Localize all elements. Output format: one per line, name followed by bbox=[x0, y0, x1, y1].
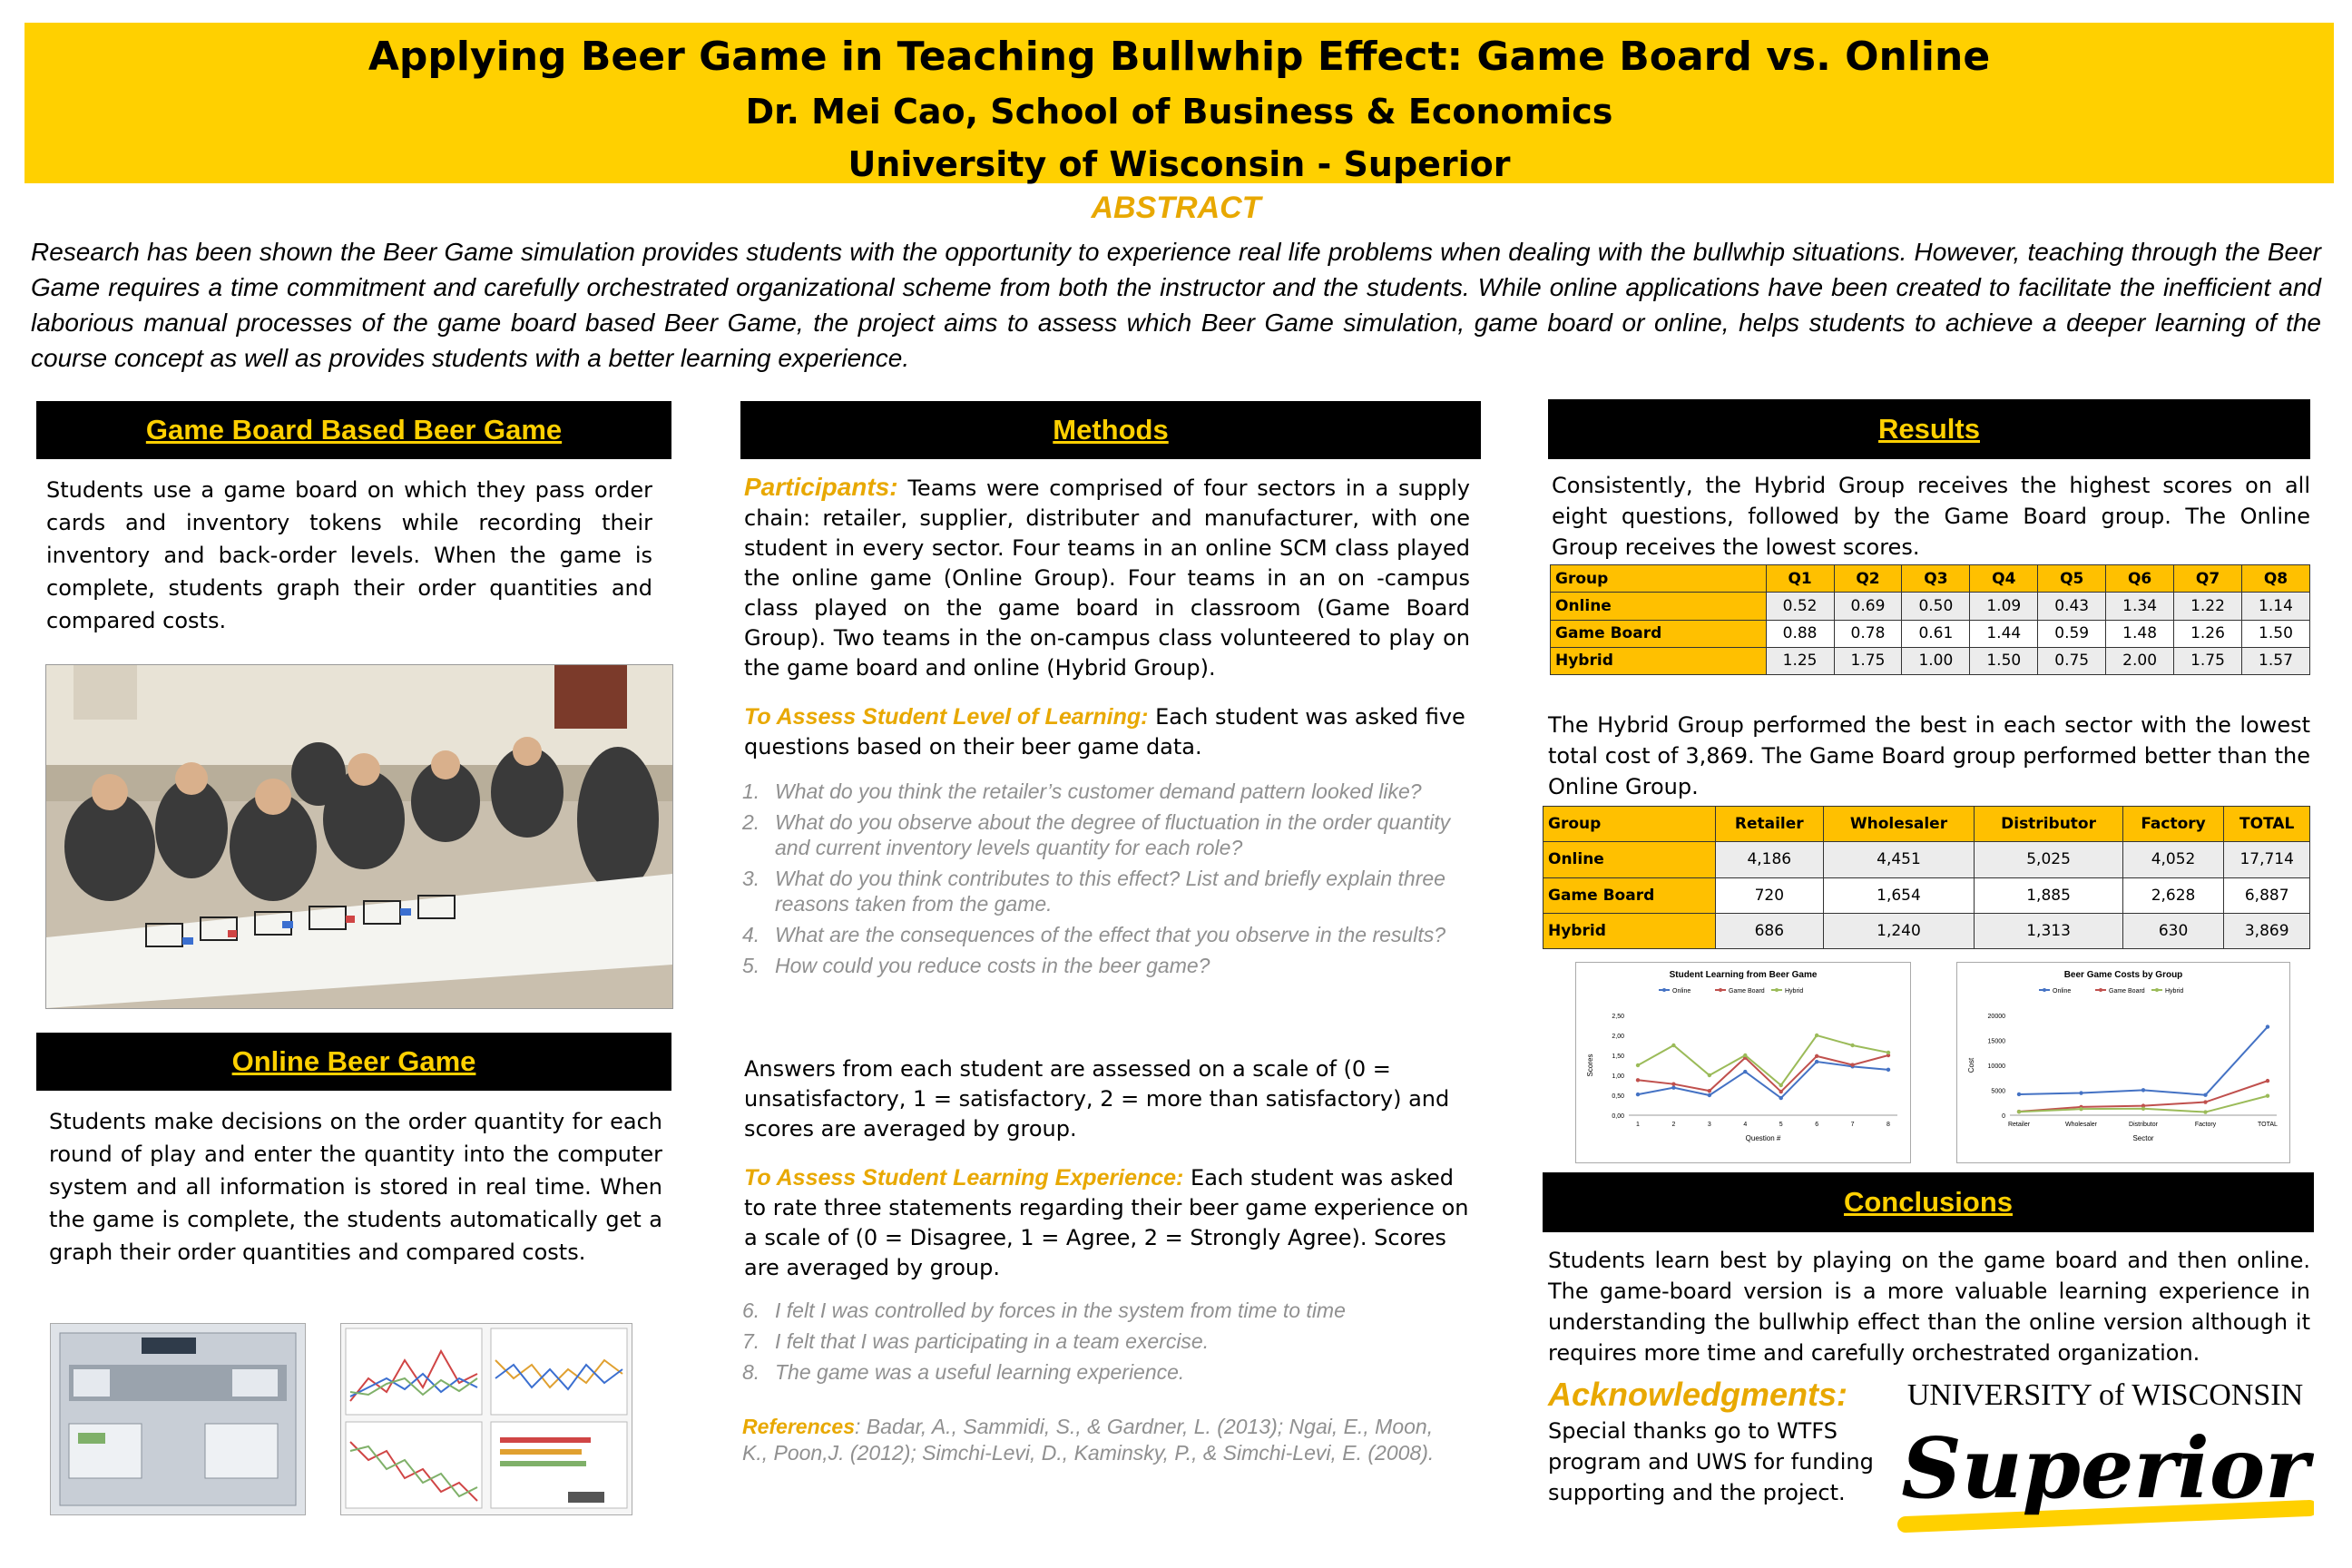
x-tick-label: Distributor bbox=[2129, 1122, 2158, 1128]
y-tick-label: 5000 bbox=[1991, 1088, 2005, 1095]
conclusions-text: Students learn best by playing on the game board and then online. The game-board version is a more valuable learning experience in understanding the bullwhip effect than the online version although it requires more time and carefully orchestrated organization. bbox=[1548, 1248, 2310, 1366]
legend-marker bbox=[1719, 988, 1722, 992]
table-cell: Game Board bbox=[1551, 620, 1767, 647]
scores-table bbox=[1550, 564, 2310, 675]
table-cell: 2,628 bbox=[2122, 877, 2224, 913]
x-tick-label: 2 bbox=[1671, 1122, 1676, 1128]
list-item-text: What do you think the retailer’s customer demand pattern looked like? bbox=[775, 779, 1422, 803]
list-item-number: 2. bbox=[742, 810, 760, 834]
legend-marker bbox=[2155, 988, 2159, 992]
x-axis-label: Question # bbox=[1745, 1134, 1781, 1142]
list-item-text: How could you reduce costs in the beer game? bbox=[775, 954, 1210, 977]
table-cell: 6,887 bbox=[2224, 877, 2310, 913]
data-point bbox=[1671, 1082, 1675, 1085]
data-point bbox=[1636, 1093, 1640, 1096]
table-header-cell: Q5 bbox=[2038, 565, 2106, 593]
experience-text: Each student was asked to rate three statements regarding their beer game experience on a scale of (0 = Disagree, 1 = Agree, 2 = Strongly Agree). Scores are averaged by group. bbox=[744, 1165, 1469, 1280]
list-item bbox=[742, 779, 1459, 804]
y-tick-label: 0 bbox=[2002, 1113, 2005, 1120]
uw-superior-logo bbox=[1896, 1372, 2314, 1535]
data-point bbox=[2141, 1088, 2145, 1092]
poster-author: Dr. Mei Cao, School of Business & Economics bbox=[745, 92, 1613, 132]
data-point bbox=[1815, 1060, 1818, 1063]
table-header-cell: Group bbox=[1544, 807, 1716, 842]
data-point bbox=[1886, 1051, 1890, 1054]
y-tick-label: 2,50 bbox=[1612, 1014, 1624, 1020]
list-item-number: 6. bbox=[742, 1298, 760, 1322]
legend-marker bbox=[2099, 988, 2102, 992]
table-cell: 4,451 bbox=[1823, 842, 1975, 877]
abstract-heading: ABSTRACT bbox=[1091, 191, 1261, 225]
table-cell: 1.34 bbox=[2106, 593, 2174, 620]
x-tick-label: Retailer bbox=[2007, 1122, 2031, 1128]
table-cell: 5,025 bbox=[1975, 842, 2122, 877]
statement-list bbox=[742, 1298, 1459, 1390]
data-point bbox=[1779, 1083, 1783, 1087]
list-item-number: 1. bbox=[742, 779, 760, 803]
scale-text: Answers from each student are assessed on a scale of (0 = unsatisfactory, 1 = satisfactory, 2 = more than satisfactory) and scores are averaged by group. bbox=[744, 1056, 1450, 1142]
table-cell: 0.43 bbox=[2038, 593, 2106, 620]
references-label: References bbox=[742, 1415, 856, 1438]
data-point bbox=[2203, 1110, 2207, 1113]
legend-label: Hybrid bbox=[2165, 988, 2184, 995]
list-item bbox=[742, 1298, 1459, 1323]
table-header-cell: Q6 bbox=[2106, 565, 2174, 593]
list-item-number: 8. bbox=[742, 1360, 760, 1384]
table-header-cell: Group bbox=[1551, 565, 1767, 593]
table-cell: 1,654 bbox=[1823, 877, 1975, 913]
table-header-cell: Q1 bbox=[1766, 565, 1834, 593]
learning-chart bbox=[1575, 962, 1911, 1163]
data-point bbox=[2203, 1100, 2207, 1103]
data-point bbox=[1708, 1089, 1711, 1093]
table-cell: Hybrid bbox=[1544, 913, 1716, 948]
legend-label: Online bbox=[1672, 988, 1691, 995]
table-cell: Game Board bbox=[1544, 877, 1716, 913]
legend-label: Game Board bbox=[2109, 988, 2145, 995]
abstract-text: Research has been shown the Beer Game simulation provides students with the opportunity to experience real life problems when dealing with the bullwhip situations. However, teaching through the Beer Game requires a time commitment and carefully orchestrated organizational scheme from both the instructor and the students. While online applications have been created to facilitate the inefficient and laborious manual processes of the game board based Beer Game, the project aims to assess which Beer Game simulation, game board or online, helps students to achieve a deeper learning of the course concept as well as provides students with a better learning experience. bbox=[31, 238, 2321, 372]
poster-title: Applying Beer Game in Teaching Bullwhip Effect: Game Board vs. Online bbox=[368, 34, 1991, 80]
game-board-heading: Game Board Based Beer Game bbox=[36, 401, 671, 459]
data-point bbox=[1779, 1090, 1783, 1093]
table-cell: 0.50 bbox=[1902, 593, 1970, 620]
table-cell: 3,869 bbox=[2224, 913, 2310, 948]
table-row bbox=[1551, 647, 2310, 674]
x-tick-label: 5 bbox=[1779, 1122, 1783, 1128]
legend-label: Online bbox=[2053, 988, 2072, 995]
x-tick-label: 6 bbox=[1815, 1122, 1819, 1128]
data-point bbox=[2266, 1094, 2269, 1098]
data-point bbox=[2017, 1110, 2021, 1113]
table-cell: 1.48 bbox=[2106, 620, 2174, 647]
table-cell: 1,240 bbox=[1823, 913, 1975, 948]
references bbox=[742, 1414, 1459, 1466]
data-point bbox=[2203, 1093, 2207, 1097]
table-cell: 1.50 bbox=[2241, 620, 2309, 647]
methods-heading: Methods bbox=[740, 401, 1481, 459]
table-header-cell: Q2 bbox=[1834, 565, 1902, 593]
y-axis-label: Cost bbox=[1967, 1057, 1975, 1073]
participants-label: Participants: bbox=[744, 473, 898, 501]
table-header-cell: Distributor bbox=[1975, 807, 2122, 842]
legend-label: Hybrid bbox=[1785, 988, 1804, 995]
legend-marker bbox=[1662, 988, 1666, 992]
table-header-cell: Factory bbox=[2122, 807, 2224, 842]
list-item-text: I felt that I was participating in a team exercise. bbox=[775, 1329, 1210, 1353]
legend-marker bbox=[2043, 988, 2046, 992]
table-cell: 1.26 bbox=[2174, 620, 2242, 647]
table-cell: 1.00 bbox=[1902, 647, 1970, 674]
data-point bbox=[1743, 1054, 1747, 1057]
legend-marker bbox=[1775, 988, 1779, 992]
legend-label: Game Board bbox=[1729, 988, 1765, 995]
title-banner bbox=[24, 23, 2334, 183]
table-row bbox=[1544, 842, 2310, 877]
data-point bbox=[1815, 1034, 1818, 1037]
data-point bbox=[1850, 1063, 1854, 1066]
table-cell: 2.00 bbox=[2106, 647, 2174, 674]
table-header-cell: Q8 bbox=[2241, 565, 2309, 593]
table-row bbox=[1544, 913, 2310, 948]
table-cell: 0.69 bbox=[1834, 593, 1902, 620]
table-cell: 630 bbox=[2122, 913, 2224, 948]
question-list bbox=[742, 779, 1459, 984]
poster-institution: University of Wisconsin - Superior bbox=[848, 144, 1511, 184]
data-point bbox=[1636, 1063, 1640, 1067]
table-cell: 0.75 bbox=[2038, 647, 2106, 674]
acknowledgments-heading: Acknowledgments: bbox=[1548, 1376, 1848, 1413]
acknowledgments-text: Special thanks go to WTFS program and UWS for funding supporting and the project. bbox=[1548, 1418, 1874, 1505]
data-point bbox=[2266, 1079, 2269, 1083]
table-cell: 1,885 bbox=[1975, 877, 2122, 913]
results-middle: The Hybrid Group performed the best in each sector with the lowest total cost of 3,869. The Game Board group performed better than the Online Group. bbox=[1548, 712, 2310, 799]
game-board-text: Students use a game board on which they pass order cards and inventory tokens while recording their inventory and back-order levels. When the game is complete, students graph their order quantities and compared costs. bbox=[46, 477, 652, 633]
x-tick-label: Wholesaler bbox=[2064, 1122, 2098, 1128]
table-header-cell: TOTAL bbox=[2224, 807, 2310, 842]
data-point bbox=[2079, 1107, 2082, 1111]
table-row bbox=[1544, 877, 2310, 913]
series-line bbox=[1638, 1055, 1888, 1092]
list-item bbox=[742, 922, 1459, 947]
data-point bbox=[1886, 1068, 1890, 1072]
costs-table bbox=[1543, 806, 2310, 949]
list-item bbox=[742, 1359, 1459, 1385]
list-item-number: 5. bbox=[742, 954, 760, 977]
series-line bbox=[2019, 1027, 2268, 1095]
data-point bbox=[2141, 1107, 2145, 1111]
table-row bbox=[1551, 620, 2310, 647]
results-intro: Consistently, the Hybrid Group receives the highest scores on all eight questions, followed by the Game Board group. The Online Group receives the lowest scores. bbox=[1552, 473, 2310, 560]
table-header-cell: Wholesaler bbox=[1823, 807, 1975, 842]
data-point bbox=[1708, 1073, 1711, 1077]
experience-label: To Assess Student Learning Experience: bbox=[744, 1165, 1184, 1191]
y-tick-label: 0,00 bbox=[1612, 1113, 1624, 1120]
online-game-text: Students make decisions on the order quantity for each round of play and enter the quantity into the computer system and all information is stored in real time. When the game is complete, the students automatically get a graph their order quantities and compared costs. bbox=[49, 1109, 662, 1265]
table-cell: 686 bbox=[1716, 913, 1823, 948]
list-item bbox=[742, 1328, 1459, 1354]
table-cell: 1.14 bbox=[2241, 593, 2309, 620]
y-tick-label: 10000 bbox=[1987, 1063, 2005, 1070]
list-item-number: 4. bbox=[742, 923, 760, 946]
list-item-text: What are the consequences of the effect that you observe in the results? bbox=[775, 923, 1446, 946]
table-cell: 1.50 bbox=[1970, 647, 2038, 674]
table-row bbox=[1551, 593, 2310, 620]
data-point bbox=[1850, 1044, 1854, 1047]
table-cell: 1.09 bbox=[1970, 593, 2038, 620]
participants-text: Teams were comprised of four sectors in a supply chain: retailer, supplier, distributer and manufacturer, with one student in every sector. Four teams in an online SCM class played the online game (Online Group). Four teams in an on -campus class played on the game board in classroom (Game Board Group). Two teams in the on-campus class volunteered to play on the game board and online (Hybrid Group). bbox=[744, 475, 1470, 681]
x-tick-label: Factory bbox=[2194, 1122, 2217, 1128]
x-tick-label: 4 bbox=[1743, 1122, 1748, 1128]
online-results-screenshot bbox=[340, 1323, 632, 1515]
y-tick-label: 1,00 bbox=[1612, 1073, 1624, 1080]
list-item-text: I felt I was controlled by forces in the system from time to time bbox=[775, 1298, 1346, 1322]
list-item-number: 7. bbox=[742, 1329, 760, 1353]
y-axis-label: Scores bbox=[1586, 1054, 1594, 1077]
logo-line1: UNIVERSITY of WISCONSIN bbox=[1906, 1378, 2304, 1412]
list-item-text: What do you observe about the degree of fluctuation in the order quantity and current inventory levels quantity for each role? bbox=[775, 810, 1451, 859]
learning-paragraph bbox=[744, 702, 1470, 762]
list-item bbox=[742, 953, 1459, 978]
table-header-cell: Q3 bbox=[1902, 565, 1970, 593]
learning-text: Each student was asked five questions based on their beer game data. bbox=[744, 704, 1465, 760]
table-header-row bbox=[1551, 565, 2310, 593]
learning-label: To Assess Student Level of Learning: bbox=[744, 704, 1149, 730]
costs-chart bbox=[1956, 962, 2290, 1163]
logo-line2: Superior bbox=[1901, 1419, 2309, 1517]
table-cell: Hybrid bbox=[1551, 647, 1767, 674]
y-tick-label: 15000 bbox=[1987, 1038, 2005, 1045]
list-item-text: The game was a useful learning experience. bbox=[775, 1360, 1185, 1384]
references-text: : Badar, A., Sammidi, S., & Gardner, L. (2013); Ngai, E., Moon, K., Poon,J. (2012); Simchi-Levi, D., Kaminsky, P., & Simchi-Levi, E. (2008). bbox=[742, 1415, 1435, 1465]
table-cell: 1.75 bbox=[1834, 647, 1902, 674]
list-item bbox=[742, 866, 1459, 916]
data-point bbox=[1779, 1096, 1783, 1100]
conclusions-heading: Conclusions bbox=[1543, 1172, 2314, 1232]
y-tick-label: 20000 bbox=[1987, 1014, 2005, 1020]
y-tick-label: 2,00 bbox=[1612, 1034, 1624, 1040]
table-cell: 0.61 bbox=[1902, 620, 1970, 647]
data-point bbox=[1743, 1070, 1747, 1073]
table-cell: 1.44 bbox=[1970, 620, 2038, 647]
chart-title: Beer Game Costs by Group bbox=[2063, 970, 2183, 980]
table-header-cell: Q4 bbox=[1970, 565, 2038, 593]
chart-title: Student Learning from Beer Game bbox=[1669, 970, 1818, 980]
table-cell: 1.57 bbox=[2241, 647, 2309, 674]
table-cell: Online bbox=[1544, 842, 1716, 877]
data-point bbox=[1671, 1044, 1675, 1047]
series-line bbox=[1638, 1035, 1888, 1085]
participants-paragraph bbox=[744, 472, 1470, 683]
table-cell: 0.59 bbox=[2038, 620, 2106, 647]
table-cell: 17,714 bbox=[2224, 842, 2310, 877]
table-cell: 0.52 bbox=[1766, 593, 1834, 620]
data-point bbox=[2079, 1091, 2082, 1094]
table-cell: 1.25 bbox=[1766, 647, 1834, 674]
online-game-screenshot bbox=[50, 1323, 306, 1515]
table-cell: 0.88 bbox=[1766, 620, 1834, 647]
table-cell: 1.75 bbox=[2174, 647, 2242, 674]
list-item-number: 3. bbox=[742, 867, 760, 890]
x-tick-label: 8 bbox=[1886, 1122, 1890, 1128]
data-point bbox=[1636, 1078, 1640, 1082]
x-axis-label: Sector bbox=[2132, 1134, 2154, 1142]
table-cell: 4,186 bbox=[1716, 842, 1823, 877]
table-header-cell: Retailer bbox=[1716, 807, 1823, 842]
y-tick-label: 0,50 bbox=[1612, 1093, 1624, 1100]
table-cell: 1,313 bbox=[1975, 913, 2122, 948]
table-cell: Online bbox=[1551, 593, 1767, 620]
data-point bbox=[1708, 1093, 1711, 1097]
x-tick-label: 1 bbox=[1636, 1122, 1640, 1128]
table-header-row bbox=[1544, 807, 2310, 842]
experience-paragraph bbox=[744, 1163, 1470, 1283]
table-cell: 4,052 bbox=[2122, 842, 2224, 877]
table-cell: 720 bbox=[1716, 877, 1823, 913]
y-tick-label: 1,50 bbox=[1612, 1054, 1624, 1060]
online-game-heading: Online Beer Game bbox=[36, 1033, 671, 1091]
table-cell: 0.78 bbox=[1834, 620, 1902, 647]
list-item bbox=[742, 809, 1459, 860]
x-tick-label: 3 bbox=[1707, 1122, 1711, 1128]
classroom-photo bbox=[45, 664, 673, 1009]
data-point bbox=[1815, 1054, 1818, 1058]
results-heading: Results bbox=[1548, 399, 2310, 459]
data-point bbox=[1671, 1085, 1675, 1089]
data-point bbox=[2266, 1024, 2269, 1028]
data-point bbox=[2017, 1093, 2021, 1096]
list-item-text: What do you think contributes to this effect? List and briefly explain three reasons taken from the game. bbox=[775, 867, 1446, 916]
table-cell: 1.22 bbox=[2174, 593, 2242, 620]
table-header-cell: Q7 bbox=[2174, 565, 2242, 593]
x-tick-label: TOTAL bbox=[2258, 1122, 2278, 1128]
x-tick-label: 7 bbox=[1850, 1122, 1855, 1128]
